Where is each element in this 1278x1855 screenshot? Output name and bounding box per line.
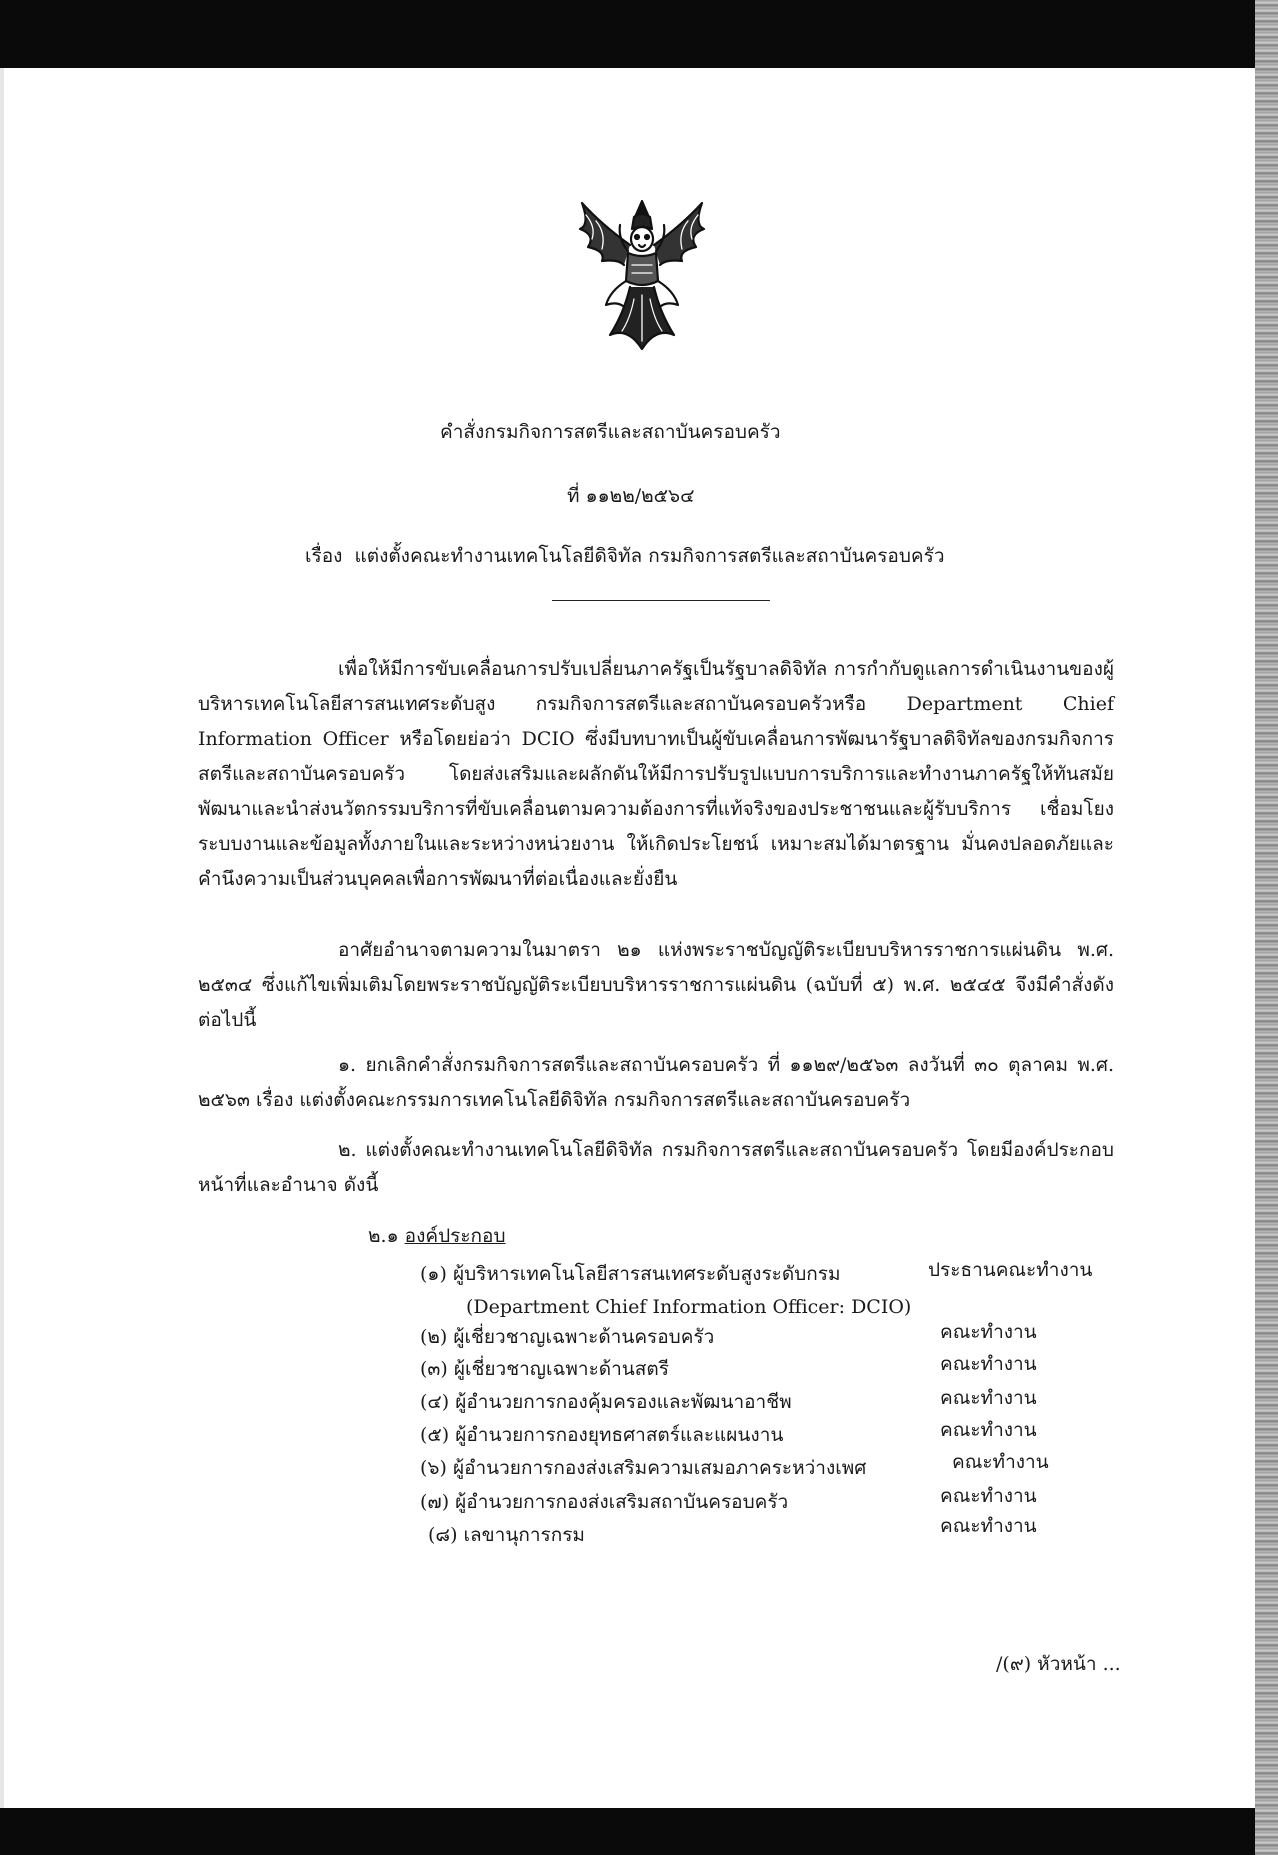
paragraph-clause-1: ๑. ยกเลิกคำสั่งกรมกิจการสตรีและสถาบันครอบครัว ที่ ๑๑๒๙/๒๕๖๓ ลงวันที่ ๓๐ ตุลาคม พ.ศ. ๒๕๖๓ เรื่อง แต่งตั้งคณะกรรมการเทคโนโลยีดิจิทัล กรมกิจการสตรีและสถาบันครอบครัว bbox=[198, 1054, 1114, 1111]
paragraph-preamble: เพื่อให้มีการขับเคลื่อนการปรับเปลี่ยนภาครัฐเป็นรัฐบาลดิจิทัล การกำกับดูแลการดำเนินงานของผู้บริหารเทคโนโลยีสารสนเทศระดับสูง กรมกิจการสตรีและสถาบันครอบครัวหรือ Department Chief Information Officer หรือโดยย่อว่า DCIO ซึ่งมีบทบาทเป็นผู้ขับเคลื่อนการพัฒนารัฐบาลดิจิทัลของกรมกิจการสตรีและสถาบันครอบครัว โดยส่งเสริมและผลักดันให้มีการปรับรูปแบบการบริการและทำงานภาครัฐให้ทันสมัย พัฒนาและนำส่งนวัตกรรมบริการที่ขับเคลื่อนตามความต้องการที่แท้จริงของประชาชนและผู้รับบริการ เชื่อมโยงระบบงานและข้อมูลทั้งภายในและระหว่างหน่วยงาน ให้เกิดประโยชน์ เหมาะสมได้มาตรฐาน มั่นคงปลอดภัยและคำนึงความเป็นส่วนบุคคลเพื่อการพัฒนาที่ต่อเนื่องและยั่งยืน bbox=[198, 658, 1114, 890]
member-role: คณะทำงาน bbox=[940, 1387, 1037, 1409]
member-item bbox=[420, 1490, 788, 1514]
member-name: ผู้เชี่ยวชาญเฉพาะด้านสตรี bbox=[453, 1358, 669, 1380]
member-number: (๖) bbox=[420, 1457, 447, 1479]
member-item bbox=[420, 1262, 841, 1286]
member-role: คณะทำงาน bbox=[940, 1515, 1037, 1537]
member-name: ผู้อำนวยการกองยุทธศาสตร์และแผนงาน bbox=[455, 1424, 784, 1446]
member-item bbox=[420, 1325, 714, 1349]
composition-heading bbox=[368, 1224, 506, 1248]
member-name: เลขานุการกรม bbox=[463, 1524, 585, 1546]
member-role: คณะทำงาน bbox=[940, 1485, 1037, 1507]
subject-text: แต่งตั้งคณะทำงานเทคโนโลยีดิจิทัล กรมกิจการสตรีและสถาบันครอบครัว bbox=[354, 545, 945, 567]
garuda-emblem-icon bbox=[562, 195, 722, 355]
paragraph-authority: อาศัยอำนาจตามความในมาตรา ๒๑ แห่งพระราชบัญญัติระเบียบบริหารราชการแผ่นดิน พ.ศ. ๒๕๓๔ ซึ่งแก้ไขเพิ่มเติมโดยพระราชบัญญัติระเบียบบริหารราชการแผ่นดิน (ฉบับที่ ๕) พ.ศ. ๒๕๔๕ จึงมีคำสั่งดังต่อไปนี้ bbox=[198, 939, 1114, 1031]
order-title: คำสั่งกรมกิจการสตรีและสถาบันครอบครัว bbox=[440, 421, 781, 443]
scan-border-right bbox=[1255, 0, 1278, 1855]
member-role: คณะทำงาน bbox=[940, 1353, 1037, 1375]
member-number: (๗) bbox=[420, 1491, 450, 1513]
member-number: (๓) bbox=[420, 1358, 448, 1380]
member-name: ผู้อำนวยการกองคุ้มครองและพัฒนาอาชีพ bbox=[455, 1391, 792, 1413]
member-number: (๔) bbox=[420, 1391, 450, 1413]
scan-border-top bbox=[0, 0, 1255, 68]
member-number: (๕) bbox=[420, 1424, 450, 1446]
member-item bbox=[428, 1523, 585, 1547]
order-number: ที่ ๑๑๒๒/๒๕๖๔ bbox=[567, 485, 695, 507]
composition-number: ๒.๑ bbox=[368, 1225, 399, 1247]
member-name: ผู้เชี่ยวชาญเฉพาะด้านครอบครัว bbox=[453, 1326, 715, 1348]
subject-label: เรื่อง bbox=[305, 545, 343, 567]
member-name: ผู้บริหารเทคโนโลยีสารสนเทศระดับสูงระดับกรม bbox=[452, 1263, 841, 1285]
member-role: ประธานคณะทำงาน bbox=[928, 1259, 1093, 1281]
member-name: ผู้อำนวยการกองส่งเสริมสถาบันครอบครัว bbox=[455, 1491, 789, 1513]
order-subject-line bbox=[305, 544, 945, 568]
member-role: คณะทำงาน bbox=[940, 1419, 1037, 1441]
member-number: (๑) bbox=[420, 1263, 447, 1285]
member-number: (๘) bbox=[428, 1524, 458, 1546]
member-name: ผู้อำนวยการกองส่งเสริมความเสมอภาคระหว่างเพศ bbox=[452, 1457, 867, 1479]
member-name-english: (Department Chief Information Officer: DCIO) bbox=[466, 1296, 912, 1318]
scan-border-bottom bbox=[0, 1808, 1255, 1855]
member-item bbox=[420, 1423, 783, 1447]
member-item bbox=[420, 1357, 669, 1381]
title-divider bbox=[552, 600, 770, 601]
member-item bbox=[420, 1390, 792, 1414]
composition-title: องค์ประกอบ bbox=[404, 1225, 506, 1247]
member-role: คณะทำงาน bbox=[952, 1451, 1049, 1473]
member-item bbox=[420, 1456, 866, 1480]
member-number: (๒) bbox=[420, 1326, 448, 1348]
member-role: คณะทำงาน bbox=[940, 1321, 1037, 1343]
paragraph-clause-2: ๒. แต่งตั้งคณะทำงานเทคโนโลยีดิจิทัล กรมกิจการสตรีและสถาบันครอบครัว โดยมีองค์ประกอบ หน้าที่และอำนาจ ดังนี้ bbox=[198, 1139, 1114, 1196]
scan-border-left bbox=[0, 68, 4, 1808]
continuation-note: /(๙) หัวหน้า ... bbox=[996, 1653, 1121, 1675]
